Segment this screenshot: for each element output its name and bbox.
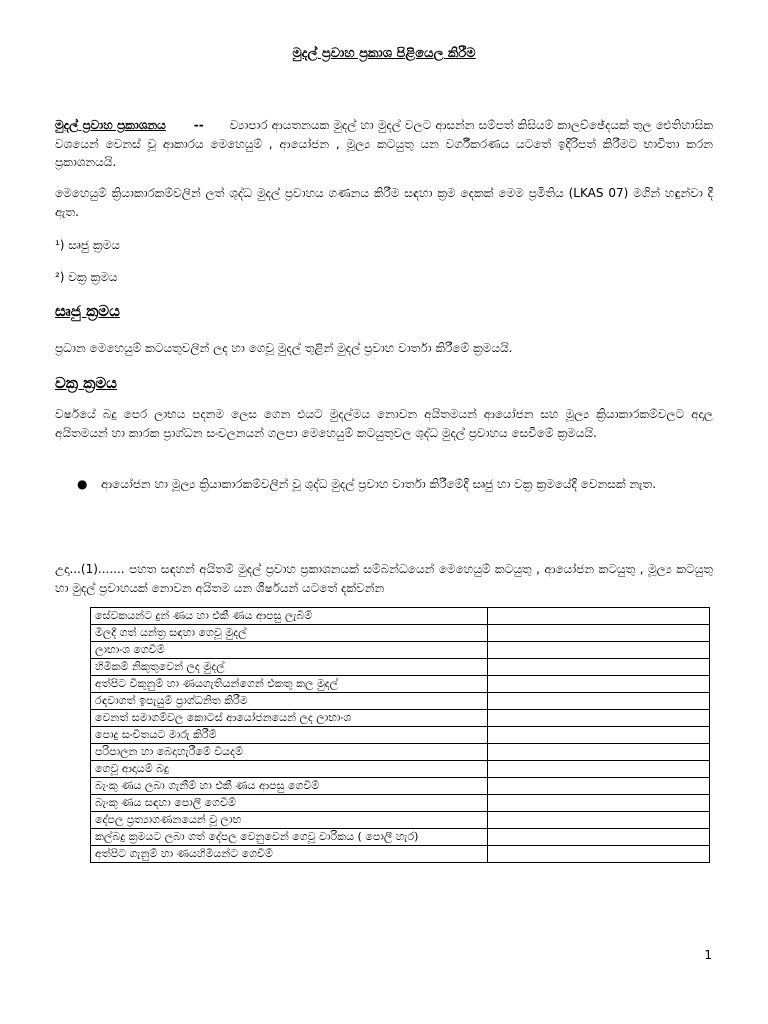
table-row [91,659,710,676]
item-label-cell: කල්බදු ක්‍රමයට ලබා ගත් දේපල වෙනුවෙන් ගෙවූ වාරිකය ( පොලී හැර) [91,829,488,846]
classification-answer-cell[interactable] [487,642,709,659]
indirect-method-heading: වක්‍ර ක්‍රමය [55,374,117,392]
definition-paragraph [55,116,713,172]
classification-answer-cell[interactable] [487,829,709,846]
table-row [91,642,710,659]
document-title: මුදල් ප්‍රවාහ ප්‍රකාශ පිළියෙල කිරීම [292,46,476,61]
table-row [91,625,710,642]
classification-answer-cell[interactable] [487,846,709,863]
item-label-cell: සේවකයන්ට දුන් ණය හා එකී ණය ආපසු ලැබීම් [91,608,488,625]
table-row [91,693,710,710]
classification-answer-cell[interactable] [487,676,709,693]
item-label-cell: රඳවාගත් ඉපැයුම් ප්‍රාග්ධනිත කිරීම [91,693,488,710]
item-label-cell: හිමිකම් නිකුතුවෙන් ලද මුදල් [91,659,488,676]
classification-answer-cell[interactable] [487,693,709,710]
item-label-cell: ලාභාංශ ගෙවීම් [91,642,488,659]
item-label-cell: අත්පිට ගැනුම් හා ණයහිමියන්ට ගෙවීම් [91,846,488,863]
item-label-cell: මිලදී ගත් යන්ත්‍ර සඳහා ගෙවූ මුදල් [91,625,488,642]
classification-answer-cell[interactable] [487,625,709,642]
method-item-1: ¹) සෘජු ක්‍රමය [55,238,120,252]
methods-intro: මෙහෙයුම් ක්‍රියාකාරකම්වලින් ලත් ශුද්ධ මුදල් ප්‍රවාහය ගණනය කිරීම සඳහා ක්‍රම දෙකක් මෙම ප්‍රමිතිය (LKAS 07) මගින් හඳුන්වා දී ඇත. [55,186,713,219]
indirect-method-text: වර්ෂයේ බදු පෙර ලාභය පදනම ලෙස ගෙන එයට මුදල්මය නොවන අයිතමයන් ආයෝජන සහ මූල්‍ය ක්‍රියාකාරකම්වලට අදාල අයිතමයන් හා කාරක ප්‍රාග්ධන සංචලනයන් ගලපා මෙහෙයුම් කටයුතුවල ශුද්ධ මුදල් ප්‍රවාහය සෙවීමේ ක්‍රමයයි. [55,407,713,440]
item-label-cell: පොදු සංචිතයට මාරු කිරීම් [91,727,488,744]
items-table [90,607,710,863]
note-bullet-text: ආයෝජන හා මූල්‍ය ක්‍රියාකාරකම්වලින් වූ ශුද්ධ මුදල් ප්‍රවාහ වාර්තා කිරීමේදී සෘජු හා වක්‍ර ක්‍රමයේදී වෙනසක් නැත. [101,477,657,491]
table-row [91,812,710,829]
item-label-cell: වෙනත් සමාගම්වල කොටස් ආයෝජනයෙන් ලද ලාභාංශ [91,710,488,727]
classification-answer-cell[interactable] [487,727,709,744]
definition-term: මුදල් ප්‍රවාහ ප්‍රකාශනය [55,118,166,132]
direct-method-text: ප්‍රධාන මෙහෙයුම් කටයතුවලින් ලද හා ගෙවූ මුදල් තුළින් මුදල් ප්‍රවාහ වාර්තා කිරීමේ ක්‍රමයයි. [55,341,513,355]
table-row [91,608,710,625]
method-item-2: ²) වක්‍ර ක්‍රමය [55,270,118,284]
page-number: 1 [704,948,712,962]
item-label-cell: දේපල ප්‍රත්‍යාගණනයෙන් වූ ලාභ [91,812,488,829]
classification-answer-cell[interactable] [487,608,709,625]
classification-answer-cell[interactable] [487,659,709,676]
classification-answer-cell[interactable] [487,795,709,812]
item-label-cell: ගෙවූ ආදායම් බදු [91,761,488,778]
definition-text: ව්‍යාපාර ආයතනයක මුදල් හා මුදල් වලට ආසන්න සම්පත් කිසියම් කාලච්ඡේදයක් තුල ඓතිහාසික වශයෙන් වෙනස් වූ ආකාරය මෙහෙයුම් , ආයෝජන , මූල්‍ය කටයුතු යන වර්ගීකරණය යටතේ ඉදිරිපත් කිරීමට භාවිතා කරන ප්‍රකාශනයයි. [55,118,713,170]
table-row [91,761,710,778]
table-row [91,727,710,744]
definition-separator: -- [193,118,204,132]
item-label-cell: අත්පිට විකුනුම් හා ණයගැතියන්ගෙන් එකතු කල මුදල් [91,676,488,693]
classification-answer-cell[interactable] [487,710,709,727]
item-label-cell: පරිපාලන හා බෙදාහැරීමේ වියදම් [91,744,488,761]
bullet-dot-icon: ● [77,477,88,491]
table-row [91,795,710,812]
table-row [91,710,710,727]
table-row [91,846,710,863]
example-instruction: උදා...(1)....... පහත සඳහන් අයිතම් මුදල් ප්‍රවාහ ප්‍රකාශනයක් සම්බන්ධයෙන් මෙහෙයුම් කටයුතු , ආයෝජන කටයුතු , මූල්‍ය කටයුතු හා මුදල් ප්‍රවාහයක් නොවන අයිතම යන ශීර්ෂයන් යටතේ දක්වන්න [55,562,713,595]
item-label-cell: බැංකු ණය සඳහා පොලී ගෙවීම් [91,795,488,812]
classification-answer-cell[interactable] [487,812,709,829]
table-row [91,744,710,761]
note-bullet [77,475,713,494]
table-row [91,778,710,795]
table-row [91,829,710,846]
item-label-cell: බැංකු ණය ලබා ගැනීම් හා එකී ණය ආපසු ගෙවීම් [91,778,488,795]
classification-answer-cell[interactable] [487,778,709,795]
table-row [91,676,710,693]
direct-method-heading: සෘජු ක්‍රමය [55,302,120,320]
classification-answer-cell[interactable] [487,744,709,761]
classification-answer-cell[interactable] [487,761,709,778]
